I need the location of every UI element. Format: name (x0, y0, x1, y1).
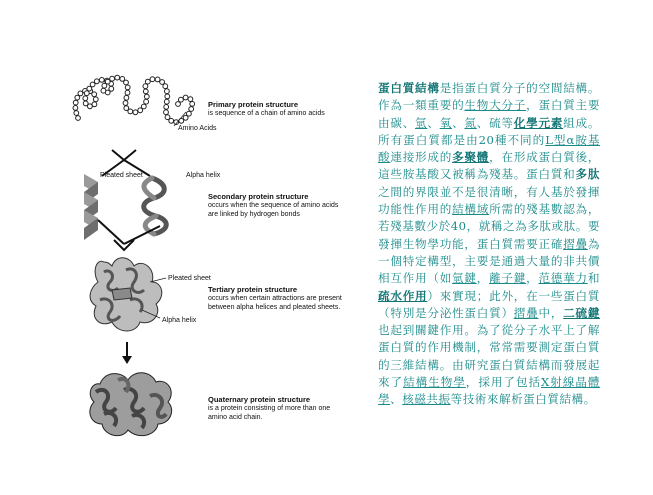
article-link[interactable]: 二硫鍵 (563, 305, 600, 320)
secondary-description-line1: occurs when the sequence of amino acids (208, 202, 339, 209)
article-link[interactable]: 氫鍵 (452, 271, 477, 286)
quaternary-description-line1: is a protein consisting of more than one (208, 405, 331, 412)
article-text: 組成。所有蛋白質都是由20種不同的 (378, 115, 600, 147)
pleated-sheet-shape (84, 174, 98, 240)
quaternary-heading: Quaternary protein structure (208, 395, 311, 404)
article-link[interactable]: 多聚體 (452, 150, 490, 165)
article-text: 連接形成的 (390, 150, 453, 165)
tertiary-description-line2: between alpha helices and pleated sheets. (208, 304, 341, 311)
amino-acid-bead (125, 90, 130, 95)
down-arrow (122, 342, 132, 364)
amino-acid-bead (102, 83, 107, 88)
amino-acid-bead (76, 116, 81, 121)
amino-acid-bead (164, 99, 169, 104)
amino-acid-bead (144, 99, 149, 104)
quaternary-structure-label (208, 395, 358, 422)
article-text: 、 (390, 392, 403, 407)
amino-acid-bead (83, 96, 88, 101)
article-text: ， (526, 271, 539, 286)
amino-acid-bead (133, 110, 138, 115)
article-text: 、 (452, 115, 465, 130)
amino-acid-bead (141, 104, 146, 109)
article-text: 為一個特定構型，主要是通過大量的非共價相互作用（如 (378, 236, 600, 286)
tertiary-heading: Tertiary protein structure (208, 285, 298, 294)
tertiary-description-line1: occurs when certain attractions are present (208, 295, 342, 302)
amino-acid-bead (143, 89, 148, 94)
article-text: 和 (587, 271, 600, 286)
article-link[interactable]: 氫 (415, 115, 428, 130)
secondary-pleated-sheet-label: Pleated sheet (100, 172, 143, 179)
amino-acid-bead (165, 89, 170, 94)
amino-acid-bead (190, 102, 195, 107)
amino-acid-bead (94, 79, 99, 84)
amino-acid-bead (84, 91, 89, 96)
article-text: ，蛋白質主要由碳、 (378, 98, 600, 130)
article-link[interactable]: 氧 (439, 115, 453, 130)
amino-acid-bead (93, 97, 98, 102)
article-link[interactable]: 疏水作用 (378, 288, 428, 303)
article-text: 蛋白質結構 (378, 81, 440, 95)
amino-acid-bead (145, 79, 150, 84)
amino-acids-callout: Amino Acids (178, 125, 217, 132)
amino-acid-bead (110, 76, 115, 81)
amino-acid-bead (163, 84, 168, 89)
secondary-description-line2: are linked by hydrogen bonds (208, 211, 300, 218)
amino-acid-bead (125, 85, 130, 90)
amino-acid-bead (90, 82, 95, 87)
amino-acid-bead (123, 101, 128, 106)
amino-acid-bead (124, 95, 129, 100)
quaternary-fold-shape (90, 373, 172, 436)
tertiary-alpha-helix-label: Alpha helix (162, 317, 197, 324)
secondary-heading: Secondary protein structure (208, 192, 309, 201)
article-text: 所需的殘基數認為，若殘基數少於40，就稱之為多肽或肽。要發揮生物學功能，蛋白質需要正確 (378, 202, 600, 251)
amino-acid-bead (188, 97, 193, 102)
primary-description: is sequence of a chain of amino acids (208, 110, 325, 117)
tertiary-structure-label (208, 285, 360, 312)
article-link[interactable]: 摺疊 (563, 236, 588, 251)
secondary-alpha-helix-label: Alpha helix (186, 172, 221, 179)
amino-acid-bead (128, 109, 133, 114)
article-link[interactable]: 摺疊 (513, 305, 539, 320)
amino-acid-bead (176, 102, 181, 107)
tertiary-fold-shape (90, 258, 162, 331)
amino-acid-bead (115, 75, 120, 80)
secondary-structure-label (208, 192, 358, 219)
amino-acid-beads (73, 75, 195, 124)
amino-acid-bead (183, 115, 188, 120)
article-text: ， (476, 271, 490, 286)
tertiary-pleated-sheet-label: Pleated sheet (168, 275, 211, 282)
amino-acid-bead (74, 111, 79, 116)
article-text: 、硫等 (476, 115, 514, 130)
amino-acid-bead (169, 118, 174, 123)
article-text: ，在形成蛋白質後，這些胺基酸又被稱為殘基。蛋白質和 (378, 150, 600, 182)
article-link[interactable]: 結構域 (452, 202, 490, 217)
amino-acid-bead (160, 80, 165, 85)
amino-acid-bead (92, 92, 97, 97)
amino-acid-bead (124, 80, 129, 85)
article-link[interactable]: 氮 (464, 115, 477, 130)
amino-acid-bead (105, 79, 110, 84)
article-text: 之間的界限並不是很清晰，有人基於發揮功能性作用的 (378, 184, 600, 217)
article-text: 中， (538, 305, 564, 320)
article-link[interactable]: 化學元素 (513, 115, 564, 130)
amino-acid-bead (155, 77, 160, 82)
alpha-helix-shape (144, 178, 167, 234)
article-text: 、 (427, 115, 440, 130)
article-text: 是指蛋白質分子的空間結構。作為一類重要的 (378, 81, 600, 113)
article-link[interactable]: 范德華力 (538, 271, 588, 286)
amino-acid-bead (99, 78, 104, 83)
article-text: 等技術來解析蛋白質結構。 (450, 392, 596, 407)
amino-acid-bead (87, 86, 92, 91)
amino-acid-bead (78, 91, 83, 96)
amino-acid-bead (143, 84, 148, 89)
article-link[interactable]: 核磁共振 (402, 392, 451, 407)
amino-acid-bead (189, 107, 194, 112)
amino-acid-bead (73, 100, 78, 105)
amino-acid-bead (164, 110, 169, 115)
article-text: 也起到關鍵作用。為了從分子水平上了解蛋白質的作用機制，常常需要測定蛋白質的三維結構。由研究蛋白質結構而發展起來了 (378, 323, 600, 390)
primary-structure-label (208, 100, 358, 118)
article-text: ）來實現；此外，在一些蛋白質（特別是分泌性蛋白質） (378, 288, 600, 320)
amino-acid-bead (165, 94, 170, 99)
amino-acid-bead (83, 101, 88, 106)
article-link[interactable]: 結構生物學 (403, 375, 466, 390)
amino-acid-bead (150, 77, 155, 82)
primary-heading: Primary protein structure (208, 100, 299, 109)
article-link[interactable]: 離子鍵 (489, 271, 527, 286)
article-link[interactable]: L型α胺基酸 (378, 132, 600, 165)
amino-acid-bead (164, 105, 169, 110)
amino-acid-bead (187, 111, 192, 116)
article-link[interactable]: X射線晶體學 (378, 375, 600, 407)
article-text: ，採用了包括 (465, 375, 542, 390)
article-text: 多肽 (575, 167, 600, 182)
article-link[interactable]: 生物大分子 (464, 98, 527, 113)
protein-structure-article (378, 80, 600, 409)
amino-acid-bead (144, 94, 149, 99)
quaternary-description-line2: amino acid chain. (208, 414, 263, 421)
amino-acid-bead (101, 88, 106, 93)
amino-acid-bead (73, 106, 78, 111)
amino-acid-bead (183, 95, 188, 100)
